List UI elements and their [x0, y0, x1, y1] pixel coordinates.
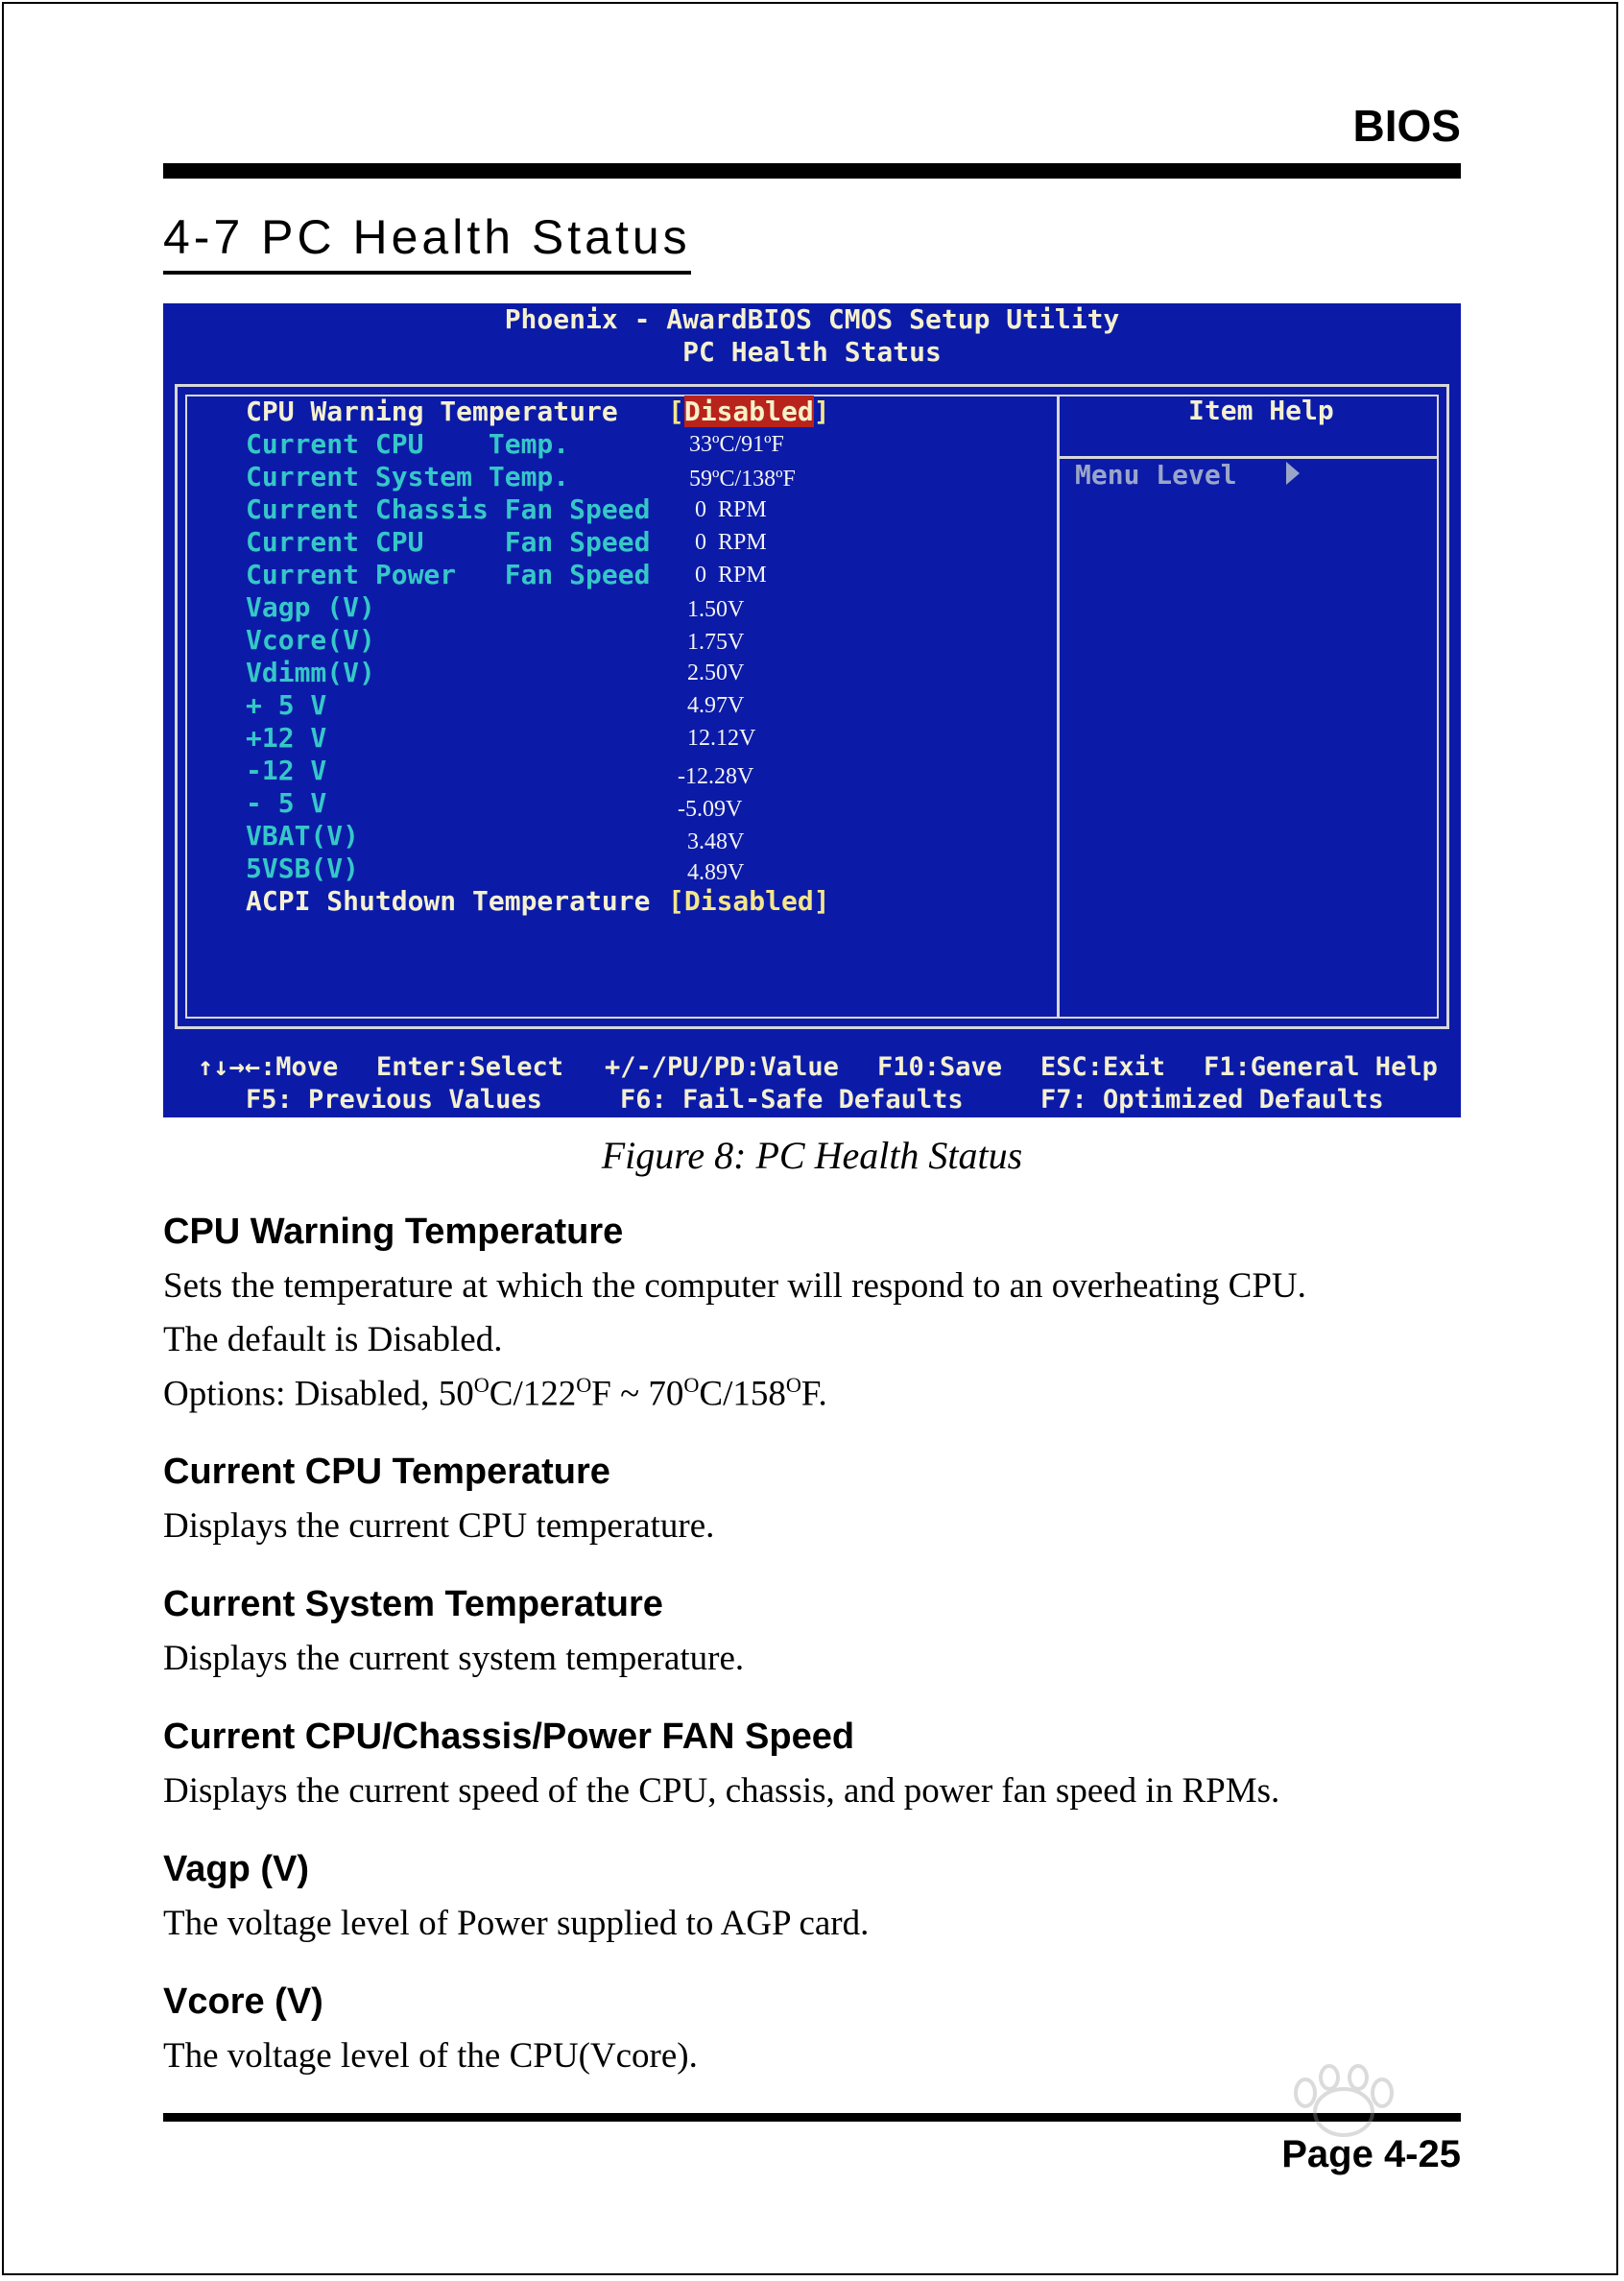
footer-move-label: :Move [260, 1052, 339, 1082]
item-text-fan-speed: Displays the current speed of the CPU, chassis, and power fan speed in RPMs. [163, 1771, 1280, 1811]
row-vagp: Vagp (V) [246, 591, 375, 623]
bios-screen [163, 303, 1461, 1117]
header-rule [163, 163, 1461, 179]
cpu-fan-speed-value: 0 RPM [695, 530, 767, 555]
row-current-cpu-temp: Current CPU Temp. [246, 428, 570, 460]
acpi-shutdown-temp-value[interactable]: [Disabled] [668, 885, 830, 917]
footer-f5: F5: Previous Values [246, 1085, 542, 1115]
item-text-system-temp: Displays the current system temperature. [163, 1639, 745, 1678]
plus12v-value: 12.12V [687, 726, 756, 751]
row-current-system-temp: Current System Temp. [246, 461, 570, 492]
vdimm-value: 2.50V [687, 660, 745, 685]
footer-save: F10:Save [877, 1052, 1003, 1082]
footer-move [198, 1052, 338, 1082]
vbat-value: 3.48V [687, 829, 745, 854]
plus5v-value: 4.97V [687, 693, 745, 718]
item-heading-system-temp: Current System Temperature [163, 1584, 663, 1624]
item-text-vagp: The voltage level of Power supplied to AGP card. [163, 1904, 870, 1943]
help-divider [1057, 396, 1060, 1017]
item-text-cpu-warning-1: Sets the temperature at which the computer will respond to an overheating CPU. [163, 1266, 1306, 1306]
arrow-keys-icon: ↑↓→← [198, 1052, 261, 1082]
row-cpu-fan-speed: Current CPU Fan Speed [246, 526, 651, 558]
current-system-temp-value: 59ºC/138ºF [689, 467, 796, 492]
menu-level-arrow-icon [1286, 462, 1300, 485]
vcore-value: 1.75V [687, 630, 745, 655]
footer-f6: F6: Fail-Safe Defaults [620, 1085, 964, 1115]
5vsb-value: 4.89V [687, 860, 745, 885]
current-cpu-temp-value: 33ºC/91ºF [689, 432, 784, 457]
row-plus12v: +12 V [246, 722, 327, 754]
row-plus5v: + 5 V [246, 689, 327, 721]
row-chassis-fan-speed: Current Chassis Fan Speed [246, 493, 651, 525]
row-minus5v: - 5 V [246, 787, 327, 819]
row-cpu-warning-temp[interactable]: CPU Warning Temperature [246, 396, 618, 427]
minus5v-value: -5.09V [678, 797, 743, 822]
footer-help: F1:General Help [1204, 1052, 1438, 1082]
item-text-cpu-warning-2: The default is Disabled. [163, 1320, 503, 1359]
cpu-warning-temp-value[interactable]: [Disabled] [668, 396, 830, 427]
minus12v-value: -12.28V [678, 764, 754, 789]
page-number: Page 4-25 [1281, 2133, 1461, 2175]
row-vdimm: Vdimm(V) [246, 657, 375, 688]
item-heading-vcore: Vcore (V) [163, 1981, 323, 2022]
power-fan-speed-value: 0 RPM [695, 563, 767, 588]
row-acpi-shutdown-temp[interactable]: ACPI Shutdown Temperature [246, 885, 651, 917]
selected-option[interactable]: Disabled [683, 396, 814, 427]
row-minus12v: -12 V [246, 755, 327, 786]
row-vbat: VBAT(V) [246, 820, 360, 852]
row-5vsb: 5VSB(V) [246, 852, 360, 884]
item-help-title: Item Help [1188, 395, 1334, 426]
header-section-label: BIOS [1352, 101, 1461, 151]
item-heading-cpu-temp: Current CPU Temperature [163, 1452, 610, 1492]
row-vcore: Vcore(V) [246, 624, 375, 656]
figure-caption: Figure 8: PC Health Status [601, 1134, 1023, 1177]
footer-value: +/-/PU/PD:Value [605, 1052, 839, 1082]
item-heading-vagp: Vagp (V) [163, 1849, 310, 1889]
watermark-logo [1152, 2064, 1536, 2237]
item-heading-fan-speed: Current CPU/Chassis/Power FAN Speed [163, 1717, 855, 1757]
footer-f7: F7: Optimized Defaults [1040, 1085, 1384, 1115]
menu-level-label: Menu Level [1075, 459, 1237, 491]
section-title: 4-7 PC Health Status [163, 209, 691, 275]
chassis-fan-speed-value: 0 RPM [695, 497, 767, 522]
footer-exit: ESC:Exit [1040, 1052, 1166, 1082]
footer-enter: Enter:Select [376, 1052, 564, 1082]
row-power-fan-speed: Current Power Fan Speed [246, 559, 651, 590]
vagp-value: 1.50V [687, 597, 745, 622]
item-text-cpu-temp: Displays the current CPU temperature. [163, 1506, 715, 1546]
item-text-vcore: The voltage level of the CPU(Vcore). [163, 2036, 698, 2076]
bios-subtitle: PC Health Status [682, 336, 942, 368]
item-heading-cpu-warning: CPU Warning Temperature [163, 1212, 624, 1252]
item-text-cpu-warning-options: Options: Disabled, $50^OC/122^OF$ ~ $70^OC/158^OF$. [163, 1373, 827, 1414]
bios-title: Phoenix - AwardBIOS CMOS Setup Utility [504, 303, 1120, 335]
